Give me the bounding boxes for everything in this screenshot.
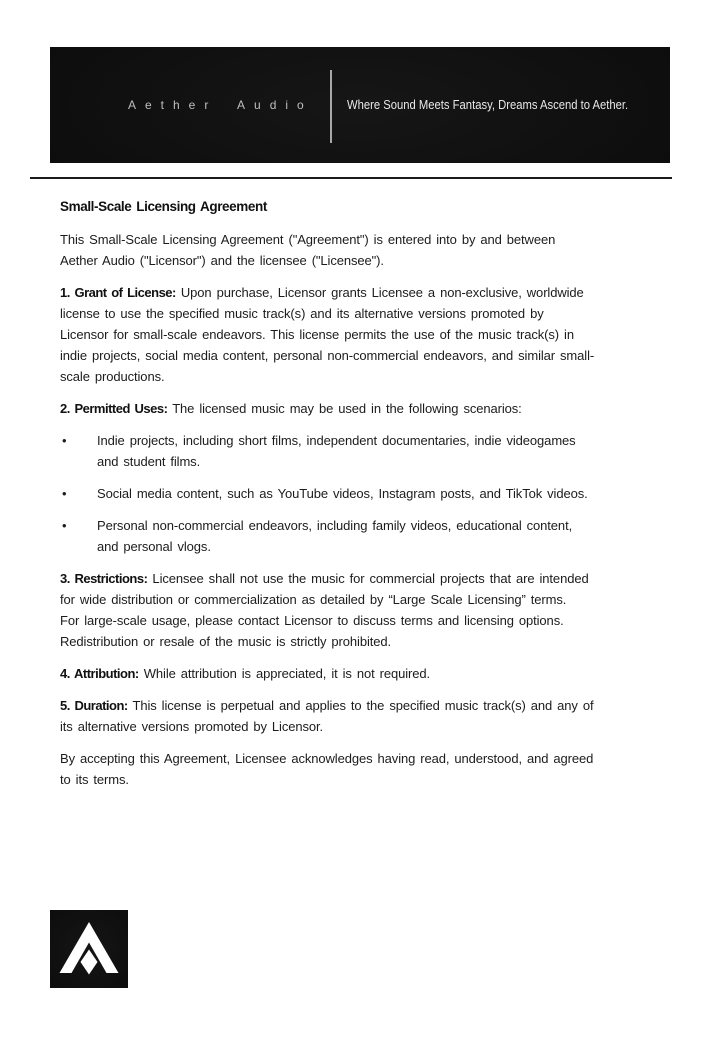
document-content xyxy=(60,196,672,790)
text-line: Licensor for small-scale endeavors. This license permits the use of the music track(s) in xyxy=(60,327,574,342)
text-line: Redistribution or resale of the music is strictly prohibited. xyxy=(60,634,392,649)
paragraph xyxy=(60,568,672,652)
aether-logo xyxy=(50,910,128,988)
text-line: 3. Restrictions: Licensee shall not use the music for commercial projects that are intended xyxy=(60,571,589,586)
section-label: 5. Duration: xyxy=(60,698,128,713)
section-label: 2. Permitted Uses: xyxy=(60,401,168,416)
text-line: scale productions. xyxy=(60,369,165,384)
text-line: and student films. xyxy=(97,454,201,469)
bullet-icon: • xyxy=(62,433,67,448)
document-blocks xyxy=(60,229,672,790)
chevron-diamond-icon xyxy=(50,910,128,988)
section-label: 4. Attribution: xyxy=(60,666,139,681)
brand-tagline: Where Sound Meets Fantasy, Dreams Ascend to Aether. xyxy=(347,98,629,112)
text-line: license to use the specified music track(s) and its alternative versions promoted by xyxy=(60,306,544,321)
brand-name: Aether Audio xyxy=(128,98,313,112)
paragraph xyxy=(60,398,672,419)
document-title: Small-Scale Licensing Agreement xyxy=(60,199,267,214)
text-line: to its terms. xyxy=(60,772,129,787)
section-label: 1. Grant of License: xyxy=(60,285,176,300)
bullet-item xyxy=(60,515,672,557)
text-line: 4. Attribution: While attribution is appreciated, it is not required. xyxy=(60,666,431,681)
paragraph xyxy=(60,663,672,684)
text-line: Personal non-commercial endeavors, including family videos, educational content, xyxy=(97,518,573,533)
banner-divider xyxy=(330,70,332,143)
header-rule xyxy=(30,177,672,179)
text-line: and personal vlogs. xyxy=(97,539,211,554)
text-line: Social media content, such as YouTube videos, Instagram posts, and TikTok videos. xyxy=(97,486,588,501)
text-line: 2. Permitted Uses: The licensed music may be used in the following scenarios: xyxy=(60,401,522,416)
text-line: indie projects, social media content, personal non-commercial endeavors, and similar small- xyxy=(60,348,595,363)
paragraph xyxy=(60,229,672,271)
bullet-icon: • xyxy=(62,486,67,501)
text-line: Aether Audio ("Licensor") and the licensee ("Licensee"). xyxy=(60,253,384,268)
section-label: 3. Restrictions: xyxy=(60,571,148,586)
text-line: Indie projects, including short films, independent documentaries, indie videogames xyxy=(97,433,576,448)
text-line: By accepting this Agreement, Licensee acknowledges having read, understood, and agreed xyxy=(60,751,594,766)
brand-banner xyxy=(50,47,670,163)
bullet-item xyxy=(60,430,672,472)
paragraph xyxy=(60,695,672,737)
text-line: 5. Duration: This license is perpetual and applies to the specified music track(s) and any of xyxy=(60,698,594,713)
text-line: for wide distribution or commercialization as detailed by “Large Scale Licensing” terms. xyxy=(60,592,567,607)
bullet-icon: • xyxy=(62,518,67,533)
text-line: 1. Grant of License: Upon purchase, Licensor grants Licensee a non-exclusive, worldwide xyxy=(60,285,584,300)
text-line: For large-scale usage, please contact Licensor to discuss terms and licensing options. xyxy=(60,613,564,628)
paragraph xyxy=(60,748,672,790)
paragraph xyxy=(60,282,672,387)
text-line: This Small-Scale Licensing Agreement ("Agreement") is entered into by and between xyxy=(60,232,556,247)
bullet-item xyxy=(60,483,672,504)
text-line: its alternative versions promoted by Licensor. xyxy=(60,719,324,734)
